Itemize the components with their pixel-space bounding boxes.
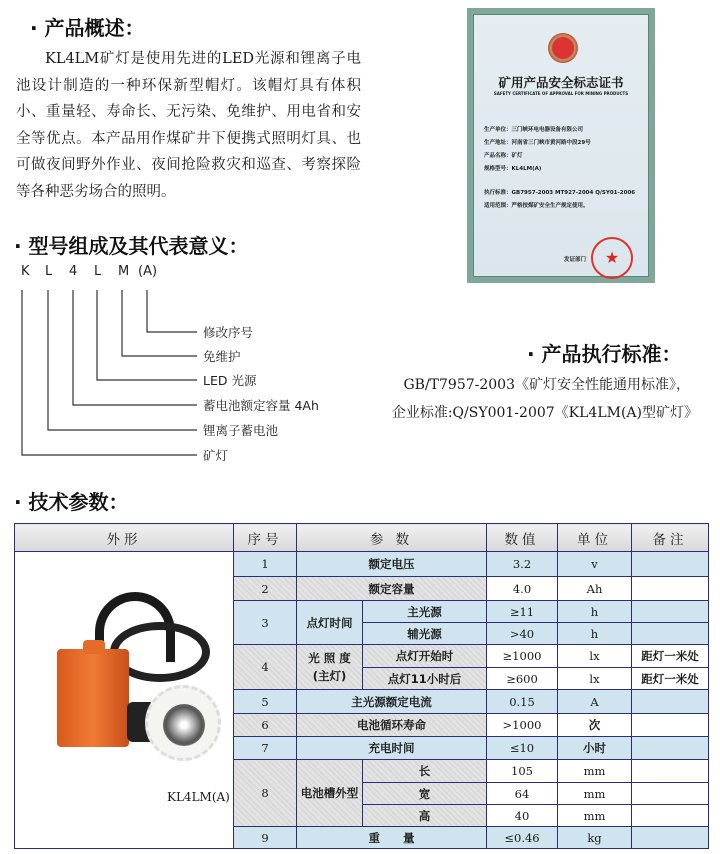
row-value: >40 xyxy=(487,623,558,645)
row-unit: mm xyxy=(558,805,632,827)
row-note xyxy=(632,552,709,577)
row-note xyxy=(632,760,709,783)
model-letter: 4 xyxy=(69,264,78,279)
row-note xyxy=(632,827,709,849)
photo-caption: KL4LM(A) xyxy=(167,790,230,804)
row-note xyxy=(632,601,709,623)
model-heading: · 型号组成及其代表意义： xyxy=(14,234,249,258)
row-unit: h xyxy=(558,623,632,645)
row-value: ≥1000 xyxy=(487,645,558,668)
standard-line: 企业标准:Q/SY001-2007《KL4LM(A)型矿灯》 xyxy=(391,405,698,421)
row-group: 点灯时间 xyxy=(297,601,363,645)
row-param: 高 xyxy=(363,805,487,827)
row-note xyxy=(632,783,709,805)
row-param: 宽 xyxy=(363,783,487,805)
certificate-subtitle: SAFETY CERTIFICATE OF APPROVAL FOR MINING PRODUCTS xyxy=(493,91,629,96)
header-unit: 单位 xyxy=(558,524,632,552)
row-param: 电池循环寿命 xyxy=(297,714,487,737)
safety-certificate-image xyxy=(467,8,655,283)
cert-field: 生产地址：河南省三门峡市黄河路中段29号 xyxy=(484,140,591,146)
row-no: 7 xyxy=(234,737,297,760)
header-value: 数值 xyxy=(487,524,558,552)
row-value: 105 xyxy=(487,760,558,783)
model-letter: L xyxy=(94,264,102,279)
miner-lamp-image xyxy=(15,552,233,847)
row-param: 辅光源 xyxy=(363,623,487,645)
row-param: 额定电压 xyxy=(297,552,487,577)
meaning-label: 锂离子蓄电池 xyxy=(203,423,279,438)
row-unit: A xyxy=(558,690,632,714)
row-unit: 小时 xyxy=(558,737,632,760)
row-value: ≤10 xyxy=(487,737,558,760)
row-unit: mm xyxy=(558,783,632,805)
row-no: 6 xyxy=(234,714,297,737)
row-unit: v xyxy=(558,552,632,577)
row-unit: mm xyxy=(558,760,632,783)
specs-heading: · 技术参数： xyxy=(14,490,129,514)
cert-field: 规格型号：KL4LM(A) xyxy=(484,166,542,172)
spec-table xyxy=(14,523,709,849)
cert-field: 产品名称：矿灯 xyxy=(484,153,523,159)
meaning-label: 矿灯 xyxy=(203,448,229,463)
row-param: 主光源 xyxy=(363,601,487,623)
standards-heading: · 产品执行标准： xyxy=(527,342,682,366)
row-no: 3 xyxy=(234,601,297,645)
row-no: 4 xyxy=(234,645,297,690)
model-letter: (A) xyxy=(138,264,158,279)
model-letter: K xyxy=(21,264,30,279)
header-param: 参 数 xyxy=(297,524,487,552)
header-shape: 外形 xyxy=(15,524,234,552)
cert-field: 生产单位：三门峡环电电器设备有限公司 xyxy=(484,127,584,133)
row-param: 点灯开始时 xyxy=(363,645,487,668)
row-no: 9 xyxy=(234,827,297,849)
certificate-title: 矿用产品安全标志证书 xyxy=(498,75,624,90)
header-note: 备注 xyxy=(632,524,709,552)
table-row xyxy=(15,552,709,577)
row-unit: kg xyxy=(558,827,632,849)
model-connector-lines xyxy=(0,0,220,470)
row-note xyxy=(632,805,709,827)
row-note: 距灯一米处 xyxy=(632,645,709,668)
row-value: >1000 xyxy=(487,714,558,737)
row-param: 重 量 xyxy=(297,827,487,849)
meaning-label: 蓄电池额定容量 4Ah xyxy=(203,398,319,413)
row-note: 距灯一米处 xyxy=(632,668,709,690)
row-value: 4.0 xyxy=(487,577,558,601)
red-seal-icon: ★ xyxy=(591,237,633,279)
row-value: ≤0.46 xyxy=(487,827,558,849)
row-value: ≥11 xyxy=(487,601,558,623)
row-param: 充电时间 xyxy=(297,737,487,760)
row-unit: lx xyxy=(558,645,632,668)
row-group: 电池槽外型 xyxy=(297,760,363,827)
row-param: 长 xyxy=(363,760,487,783)
row-value: 40 xyxy=(487,805,558,827)
meaning-label: LED 光源 xyxy=(203,373,257,388)
row-no: 1 xyxy=(234,552,297,577)
row-note xyxy=(632,690,709,714)
row-unit: 次 xyxy=(558,714,632,737)
row-no: 5 xyxy=(234,690,297,714)
header-no: 序号 xyxy=(234,524,297,552)
model-letter: L xyxy=(45,264,53,279)
row-unit: h xyxy=(558,601,632,623)
row-no: 8 xyxy=(234,760,297,827)
row-group: 光 照 度 (主灯) xyxy=(297,645,363,690)
row-unit: lx xyxy=(558,668,632,690)
lamp-photo-cell xyxy=(15,552,234,849)
row-value: ≥600 xyxy=(487,668,558,690)
row-no: 2 xyxy=(234,577,297,601)
cert-field: 适用范围：严格按煤矿安全生产规定使用。 xyxy=(484,203,589,209)
row-param: 点灯11小时后 xyxy=(363,668,487,690)
national-emblem-icon xyxy=(548,33,578,63)
row-note xyxy=(632,577,709,601)
row-note xyxy=(632,623,709,645)
standard-line: GB/T7957-2003《矿灯安全性能通用标准》， xyxy=(403,377,690,393)
meaning-label: 免维护 xyxy=(203,349,241,364)
row-param: 主光源额定电流 xyxy=(297,690,487,714)
table-header-row xyxy=(15,524,709,552)
meaning-label: 修改序号 xyxy=(203,325,254,340)
row-value: 3.2 xyxy=(487,552,558,577)
cert-field: 执行标准：GB7957-2003 MT927-2004 Q/SY01-2006 xyxy=(484,190,636,196)
overview-heading: · 产品概述： xyxy=(30,16,145,40)
model-letter: M xyxy=(118,264,130,279)
cert-issuer: 发证部门 xyxy=(564,257,587,263)
row-value: 64 xyxy=(487,783,558,805)
row-param: 额定容量 xyxy=(297,577,487,601)
row-note xyxy=(632,714,709,737)
overview-text: KL4LM矿灯是使用先进的LED光源和锂离子电池设计制造的一种环保新型帽灯。该帽灯具有体积小、重量轻、寿命长、无污染、免维护、用电省和安全等优点。本产品用作煤矿井下便携式照明灯具、也可做夜间野外作业、夜间抢险救灾和巡查、考察探险等各种恶劣场合的照明。 xyxy=(16,51,361,200)
row-note xyxy=(632,737,709,760)
row-unit: Ah xyxy=(558,577,632,601)
row-value: 0.15 xyxy=(487,690,558,714)
